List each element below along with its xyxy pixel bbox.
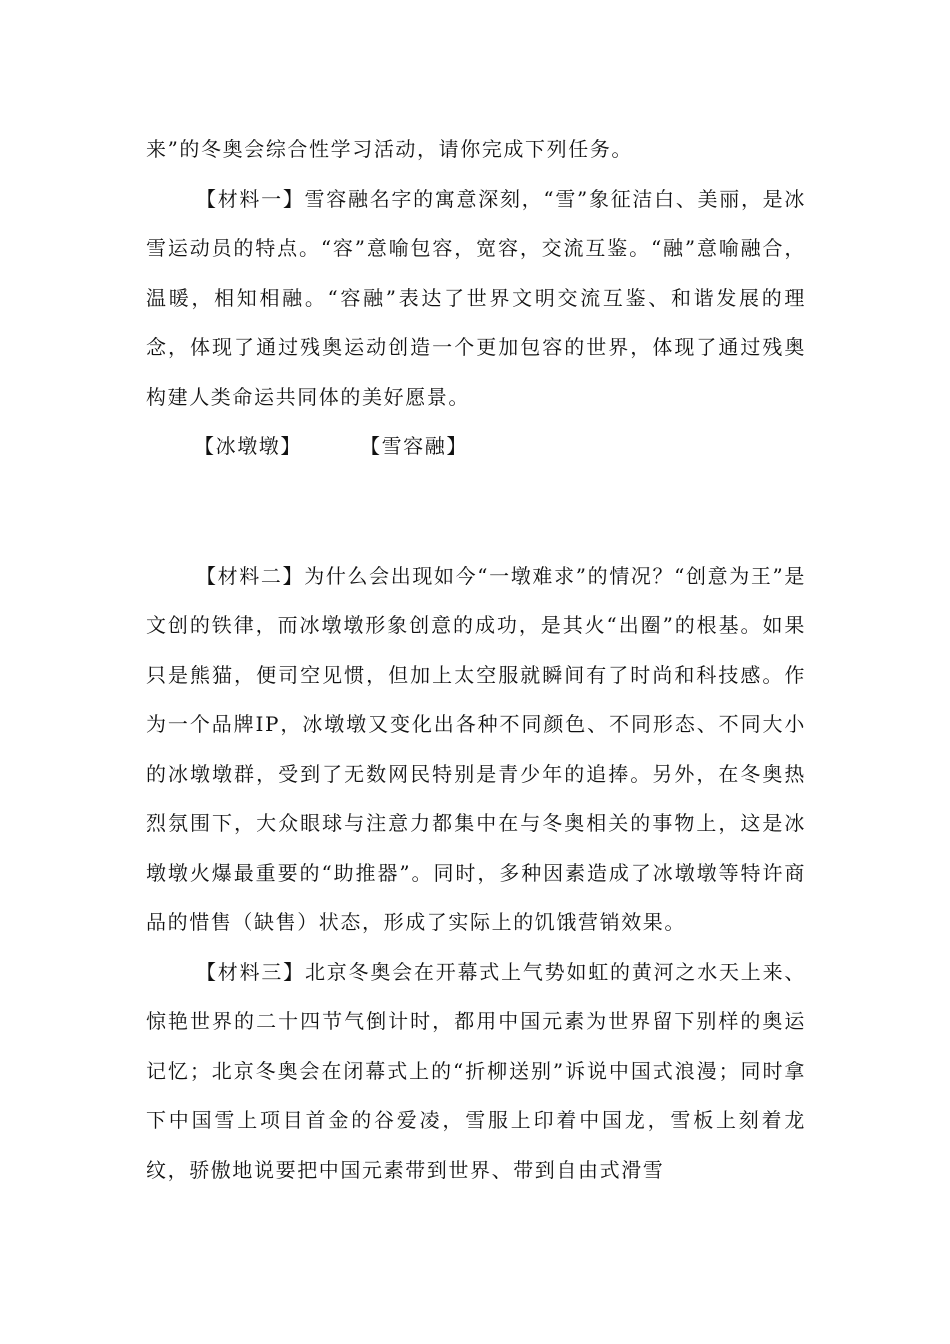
- intro-line: 来”的冬奥会综合性学习活动，请你完成下列任务。: [146, 137, 634, 161]
- document-page: [146, 125, 806, 1195]
- material-two-paragraph: 【材料二】为什么会出现如今“一墩难求”的情况？“创意为王”是文创的铁律，而冰墩墩形象创意的成功，是其火“出圈”的根基。如果只是熊猫，便司空见惯，但加上太空服就瞬间有了时尚和科技感。作为一个品牌IP，冰墩墩又变化出各种不同颜色、不同形态、不同大小的冰墩墩群，受到了无数网民特别是青少年的追捧。另外，在冬奥热烈氛围下，大众眼球与注意力都集中在与冬奥相关的事物上，这是冰墩墩火爆最重要的“助推器”。同时，多种因素造成了冰墩墩等特许商品的惜售（缺售）状态，形成了实际上的饥饿营销效果。: [146, 563, 806, 934]
- mascot-image-area: [146, 472, 806, 552]
- material-one-paragraph: 【材料一】雪容融名字的寓意深刻，“雪”象征洁白、美丽，是冰雪运动员的特点。“容”意喻包容，宽容，交流互鉴。“融”意喻融合，温暖，相知相融。“容融”表达了世界文明交流互鉴、和谐发展的理念，体现了通过残奥运动创造一个更加包容的世界，体现了通过残奥构建人类命运共同体的美好愿景。: [146, 186, 806, 409]
- material-three-paragraph: 【材料三】北京冬奥会在开幕式上气势如虹的黄河之水天上来、惊艳世界的二十四节气倒计时，都用中国元素为世界留下别样的奥运记忆；北京冬奥会在闭幕式上的“折柳送别”诉说中国式浪漫；同时拿下中国雪上项目首金的谷爱凌，雪服上印着中国龙，雪板上刻着龙纹，骄傲地说要把中国元素带到世界、带到自由式滑雪: [146, 959, 806, 1182]
- caption-xuerongrong: 【雪容融】: [359, 434, 468, 458]
- mascot-captions: [146, 422, 806, 472]
- caption-bingdundun: 【冰墩墩】: [194, 434, 302, 458]
